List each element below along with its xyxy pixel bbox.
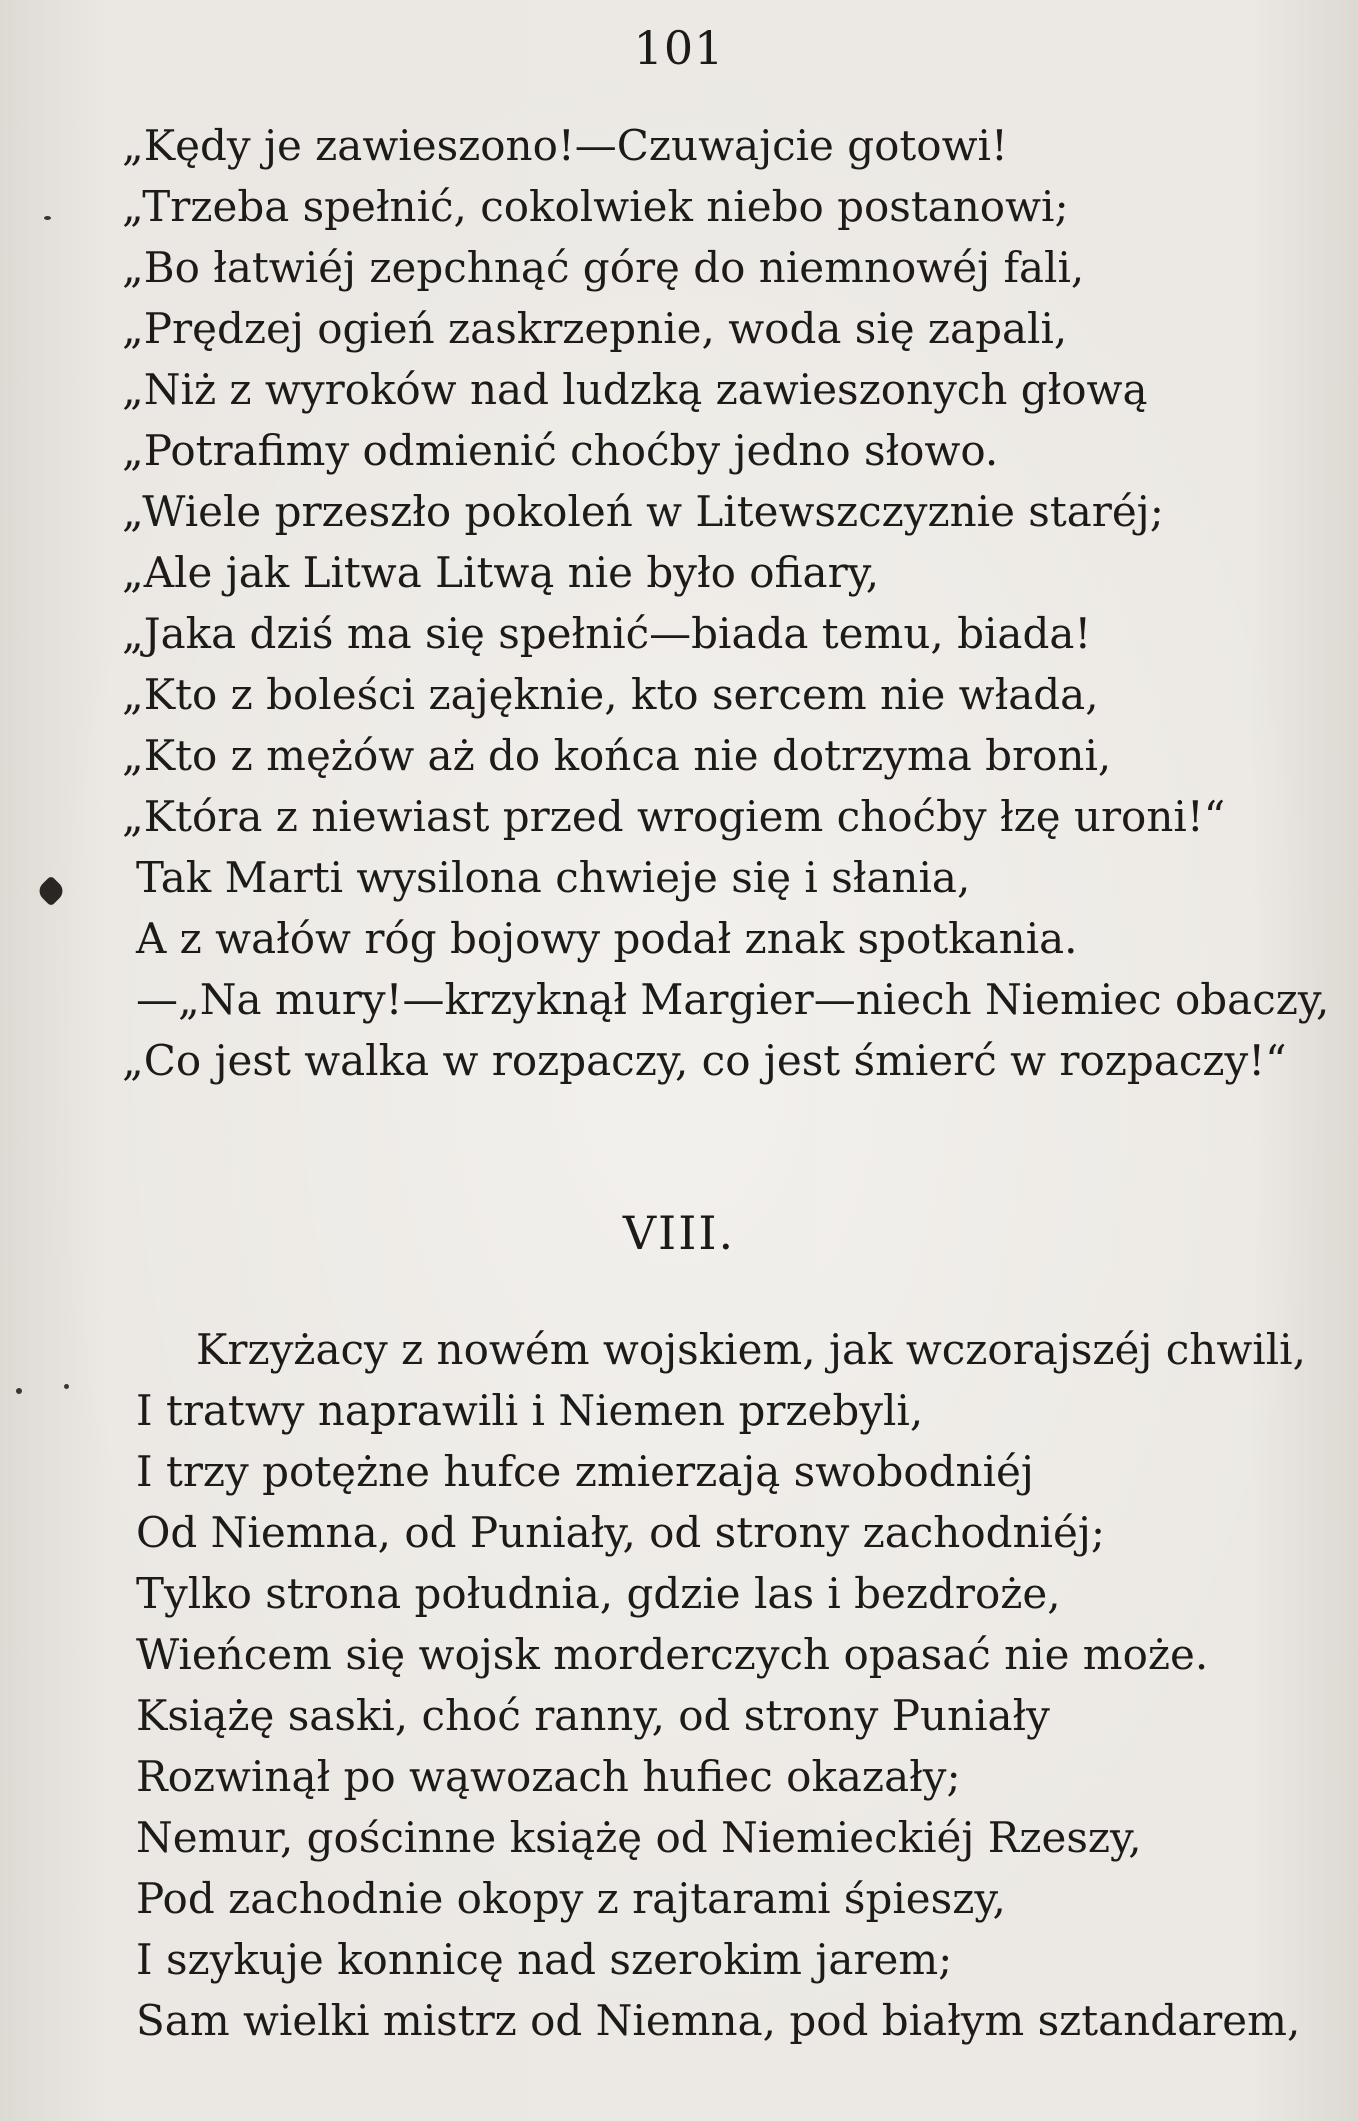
verse-line: „Wiele przeszło pokoleń w Litewszczyznie staréj; (122, 487, 1164, 536)
verse-line: „Kędy je zawieszono!—Czuwajcie gotowi! (122, 121, 1008, 170)
verse-line: „Potrafimy odmienić choćby jedno słowo. (122, 426, 999, 475)
verse-line: A z wałów róg bojowy podał znak spotkania. (136, 914, 1078, 963)
verse-line: „Co jest walka w rozpaczy, co jest śmierć w rozpaczy!“ (122, 1036, 1287, 1085)
paper-speck (64, 1384, 69, 1389)
verse-line: „Trzeba spełnić, cokolwiek niebo postanowi; (122, 182, 1069, 231)
verse-line: „Kto z mężów aż do końca nie dotrzyma broni, (122, 731, 1112, 780)
page-number: 101 (633, 21, 725, 75)
verse-line: I tratwy naprawili i Niemen przebyli, (136, 1386, 924, 1435)
verse-line: „Ale jak Litwa Litwą nie było ofiary, (122, 548, 880, 597)
verse-line: Od Niemna, od Puniały, od strony zachodniéj; (136, 1508, 1106, 1557)
verse-line: Nemur, gościnne książę od Niemieckiéj Rzeszy, (136, 1813, 1142, 1862)
verse-line: „Niż z wyroków nad ludzką zawieszonych głową (122, 365, 1148, 414)
verse-line: Tak Marti wysilona chwieje się i słania, (136, 853, 971, 902)
verse-line: Rozwinął po wąwozach hufiec okazały; (136, 1752, 961, 1801)
paper-speck (16, 1388, 22, 1394)
paper-speck (44, 216, 51, 220)
margin-ink-mark (35, 875, 66, 906)
verse-line: Pod zachodnie okopy z rajtarami śpieszy, (136, 1874, 1006, 1923)
verse-line: I trzy potężne hufce zmierzają swobodniéj (136, 1447, 1034, 1496)
verse-line: „Bo łatwiéj zepchnąć górę do niemnowéj fali, (122, 243, 1085, 292)
verse-line: Wieńcem się wojsk morderczych opasać nie może. (136, 1630, 1209, 1679)
verse-line: „Która z niewiast przed wrogiem choćby łzę uroni!“ (122, 792, 1226, 841)
verse-line: „Prędzej ogień zaskrzepnie, woda się zapali, (122, 304, 1068, 353)
section-heading: VIII. (622, 1206, 736, 1260)
verse-line: „Jaka dziś ma się spełnić—biada temu, biada! (122, 609, 1092, 658)
verse-line: Krzyżacy z nowém wojskiem, jak wczorajszéj chwili, (196, 1325, 1306, 1374)
verse-line: I szykuje konnicę nad szerokim jarem; (136, 1935, 953, 1984)
verse-line: „Kto z boleści zajęknie, kto sercem nie włada, (122, 670, 1099, 719)
verse-line: Sam wielki mistrz od Niemna, pod białym sztandarem, (136, 1996, 1301, 2045)
verse-line: —„Na mury!—krzyknął Margier—niech Niemiec obaczy, (136, 975, 1330, 1024)
verse-line: Książę saski, choć ranny, od strony Puniały (136, 1691, 1050, 1740)
verse-line: Tylko strona południa, gdzie las i bezdroże, (136, 1569, 1061, 1618)
